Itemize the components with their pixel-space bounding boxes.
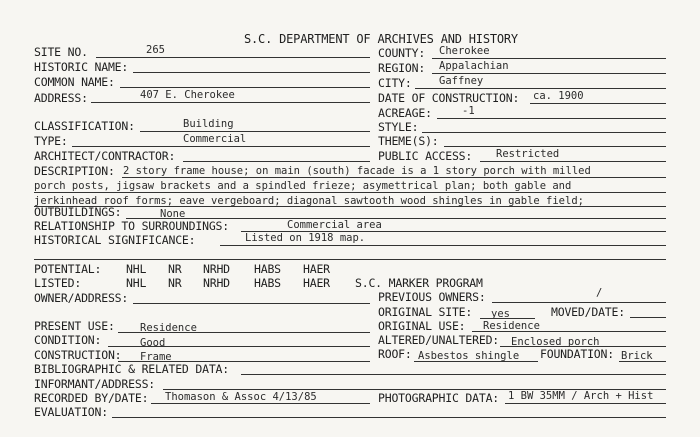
architect-line: [183, 161, 370, 162]
recorded-value: Thomason & Assoc 4/13/85: [165, 391, 317, 403]
listed-nr: NR: [168, 276, 182, 290]
theme-label: THEME(S):: [378, 134, 439, 148]
condition-label: CONDITION:: [34, 333, 102, 347]
significance-line-2: [34, 259, 666, 260]
address-label: ADDRESS:: [34, 91, 88, 105]
county-label: COUNTY:: [378, 46, 426, 60]
site-no-line: [96, 57, 370, 58]
surroundings-value: Commercial area: [287, 219, 382, 231]
date-construction-label: DATE OF CONSTRUCTION:: [378, 91, 520, 105]
description-line-1: 2 story frame house; on main (south) facade is a 1 story porch with milled: [123, 165, 591, 177]
region-line: [432, 73, 666, 74]
potential-nhl: NHL: [126, 262, 147, 276]
photographic-label: PHOTOGRAPHIC DATA:: [378, 391, 500, 405]
recorded-line: [151, 403, 370, 404]
classification-label: CLASSIFICATION:: [34, 119, 135, 133]
listed-nhl: NHL: [126, 276, 147, 290]
public-access-line: [480, 161, 666, 162]
county-value: Cherokee: [439, 45, 490, 57]
date-construction-value: ca. 1900: [533, 90, 584, 102]
previous-owners-label: PREVIOUS OWNERS:: [378, 290, 486, 304]
bibliographic-label: BIBLIOGRAPHIC & RELATED DATA:: [34, 362, 229, 376]
potential-nrhd: NRHD: [203, 262, 230, 276]
evaluation-label: EVALUATION:: [34, 405, 108, 419]
description-rule-3: [34, 206, 666, 207]
altered-label: ALTERED/UNALTERED:: [378, 333, 500, 347]
bibliographic-line: [241, 374, 666, 375]
roof-label: ROOF:: [378, 347, 412, 361]
region-value: Appalachian: [439, 60, 509, 72]
moved-date-label: MOVED/DATE:: [551, 305, 625, 319]
potential-nr: NR: [168, 262, 182, 276]
form-title: S.C. DEPARTMENT OF ARCHIVES AND HISTORY: [244, 32, 518, 46]
acreage-line: [437, 118, 666, 119]
style-label: STYLE:: [378, 120, 419, 134]
original-site-line: [480, 318, 535, 319]
owner-line: [133, 303, 370, 304]
potential-haer: HAER: [303, 262, 330, 276]
listed-habs: HABS: [254, 276, 281, 290]
common-name-line: [120, 87, 370, 88]
photographic-value: 1 BW 35MM / Arch + Hist: [508, 390, 654, 402]
city-value: Gaffney: [439, 75, 484, 87]
construction-label: CONSTRUCTION:: [34, 348, 122, 362]
previous-owners-mark: /: [596, 287, 603, 299]
county-line: [432, 58, 666, 59]
potential-habs: HABS: [254, 262, 281, 276]
description-label: DESCRIPTION:: [34, 164, 115, 178]
photographic-line: [505, 403, 666, 404]
altered-value: Enclosed porch: [511, 336, 600, 348]
description-line-3: jerkinhead roof forms; eave vergeboard; diagonal sawtooth wood shingles in gable field;: [34, 195, 584, 207]
acreage-value: -1: [462, 105, 475, 117]
historic-name-line: [133, 72, 370, 73]
description-rule-1: [122, 177, 666, 178]
significance-value: Listed on 1918 map.: [245, 232, 366, 244]
foundation-label: FOUNDATION:: [540, 347, 614, 361]
present-use-value: Residence: [140, 322, 197, 334]
address-line: [91, 102, 370, 103]
moved-date-line: [630, 317, 666, 318]
potential-label: POTENTIAL:: [34, 262, 102, 276]
outbuildings-value: None: [160, 208, 186, 220]
marker-program: S.C. MARKER PROGRAM: [355, 276, 483, 290]
owner-label: OWNER/ADDRESS:: [34, 291, 129, 305]
surroundings-label: RELATIONSHIP TO SURROUNDINGS:: [34, 219, 229, 233]
listed-label: LISTED:: [34, 276, 82, 290]
construction-value: Frame: [140, 351, 172, 363]
type-value: Commercial: [183, 133, 247, 145]
city-label: CITY:: [378, 76, 412, 90]
architect-label: ARCHITECT/CONTRACTOR:: [34, 149, 176, 163]
outbuildings-label: OUTBUILDINGS:: [34, 205, 122, 219]
evaluation-line: [112, 417, 666, 418]
date-construction-line: [530, 103, 666, 104]
present-use-label: PRESENT USE:: [34, 319, 115, 333]
type-label: TYPE:: [34, 134, 68, 148]
public-access-label: PUBLIC ACCESS:: [378, 149, 473, 163]
original-site-label: ORIGINAL SITE:: [378, 305, 473, 319]
significance-label: HISTORICAL SIGNIFICANCE:: [34, 233, 196, 247]
acreage-label: ACREAGE:: [378, 106, 432, 120]
recorded-label: RECORDED BY/DATE:: [34, 391, 149, 405]
type-line: [72, 146, 370, 147]
historic-name-label: HISTORIC NAME:: [34, 60, 129, 74]
description-rule-2: [34, 192, 666, 193]
style-line: [422, 132, 666, 133]
foundation-line: [619, 361, 666, 362]
present-use-line: [118, 332, 370, 333]
description-line-2: porch posts, jigsaw brackets and a spindled frieze; asymettrical plan; both gable and: [34, 180, 572, 192]
previous-owners-line: [492, 302, 666, 303]
condition-value: Good: [140, 337, 166, 349]
original-use-value: Residence: [483, 320, 540, 332]
condition-line: [108, 346, 370, 347]
public-access-value: Restricted: [496, 148, 560, 160]
classification-line: [140, 131, 370, 132]
city-line: [415, 88, 666, 89]
listed-haer: HAER: [303, 276, 330, 290]
classification-value: Building: [183, 118, 234, 130]
original-site-value: yes: [491, 308, 510, 320]
listed-nrhd: NRHD: [203, 276, 230, 290]
site-no-label: SITE NO.: [34, 45, 88, 59]
significance-line: [220, 245, 666, 246]
region-label: REGION:: [378, 61, 426, 75]
original-use-label: ORIGINAL USE:: [378, 319, 466, 333]
site-no-value: 265: [146, 44, 165, 56]
common-name-label: COMMON NAME:: [34, 75, 115, 89]
theme-line: [444, 146, 666, 147]
roof-value: Asbestos shingle: [418, 350, 520, 362]
foundation-value: Brick: [621, 350, 653, 362]
original-use-line: [472, 331, 666, 332]
address-value: 407 E. Cherokee: [140, 89, 235, 101]
roof-line: [414, 361, 538, 362]
informant-label: INFORMANT/ADDRESS:: [34, 377, 156, 391]
